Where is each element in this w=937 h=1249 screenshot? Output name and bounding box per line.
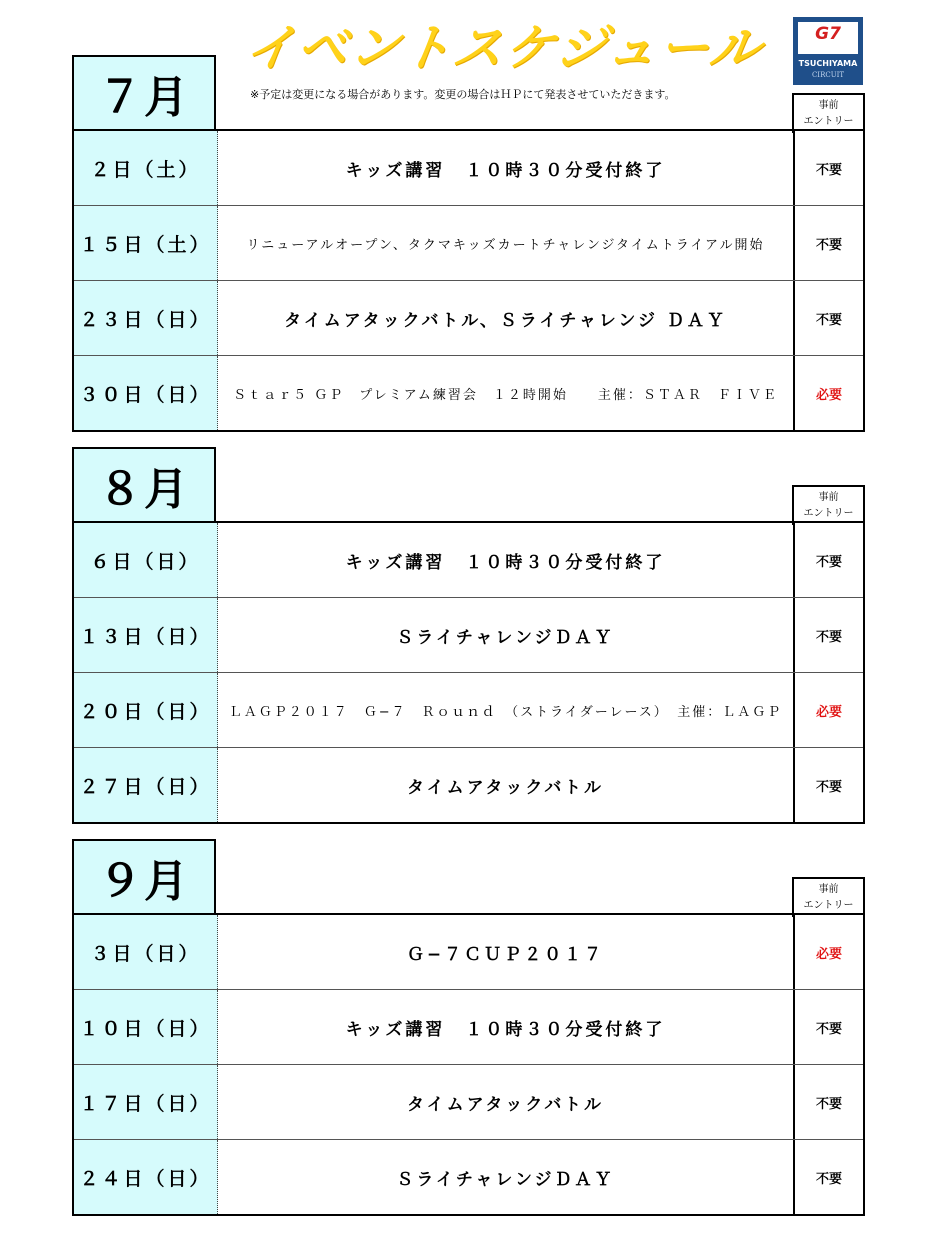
event-date: ２７日（日） (74, 748, 218, 822)
event-description: Ｓｔａｒ５ ＧＰ プレミアム練習会 １２時開始 主催：ＳＴＡＲ ＦＩＶＥ (218, 356, 795, 430)
entry-column-header (792, 485, 865, 525)
event-description: キッズ講習 １０時３０分受付終了 (218, 131, 795, 205)
entry-requirement: 不要 (815, 779, 842, 795)
table-row (74, 1064, 863, 1139)
event-date: １３日（日） (74, 598, 218, 672)
event-description: ＳライチャレンジＤＡＹ (218, 1140, 795, 1214)
event-description: ＳライチャレンジＤＡＹ (218, 598, 795, 672)
table-row (74, 915, 863, 989)
event-description: Ｇ−７ＣＵＰ２０１７ (218, 915, 795, 989)
event-description: キッズ講習 １０時３０分受付終了 (218, 523, 795, 597)
event-date: ２０日（日） (74, 673, 218, 747)
table-row (74, 597, 863, 672)
circuit-logo (793, 17, 863, 85)
entry-header-line1: 事前 (818, 100, 839, 111)
entry-header-line2: エントリー (803, 116, 854, 127)
event-date: ６日（日） (74, 523, 218, 597)
event-description: キッズ講習 １０時３０分受付終了 (218, 990, 795, 1064)
g7-logo-mark: G7 (815, 24, 841, 44)
entry-requirement: 不要 (815, 162, 842, 178)
schedule-table (72, 913, 865, 1216)
table-row (74, 523, 863, 597)
month-label: ８月 (72, 447, 216, 523)
schedule-notice: ※予定は変更になる場合があります。変更の場合はＨＰにて発表させていただきます。 (250, 88, 676, 101)
schedule-table (72, 521, 865, 824)
table-row (74, 355, 863, 430)
entry-column-header (792, 877, 865, 917)
page-title: イベントスケジュール (241, 19, 767, 77)
entry-requirement: 不要 (815, 1096, 842, 1112)
entry-header-line2: エントリー (803, 508, 854, 519)
entry-requirement: 不要 (815, 554, 842, 570)
event-date: １０日（日） (74, 990, 218, 1064)
event-date: ２日（土） (74, 131, 218, 205)
entry-header-line1: 事前 (818, 492, 839, 503)
entry-requirement: 不要 (815, 1171, 842, 1187)
entry-requirement: 必要 (815, 704, 842, 720)
table-row (74, 672, 863, 747)
entry-header-line1: 事前 (818, 884, 839, 895)
entry-requirement: 必要 (815, 946, 842, 962)
table-row (74, 131, 863, 205)
month-label: ９月 (72, 839, 216, 915)
logo-brand-text: TSUCHIYAMA (798, 59, 858, 68)
entry-requirement: 不要 (815, 629, 842, 645)
table-row (74, 205, 863, 280)
event-date: ２４日（日） (74, 1140, 218, 1214)
table-row (74, 280, 863, 355)
event-description: タイムアタックバトル (218, 748, 795, 822)
event-description: リニューアルオープン、タクマキッズカートチャレンジタイムトライアル開始 (218, 206, 795, 280)
month-label: ７月 (72, 55, 216, 131)
event-description: タイムアタックバトル (218, 1065, 795, 1139)
event-date: ３日（日） (74, 915, 218, 989)
event-date: ２３日（日） (74, 281, 218, 355)
logo-sub-text: CIRCUIT (811, 71, 845, 79)
entry-requirement: 不要 (815, 237, 842, 253)
table-row (74, 989, 863, 1064)
event-description: ＬＡＧＰ２０１７ Ｇ−７ Ｒｏｕｎｄ （ストライダーレース） 主催：ＬＡＧＰ (218, 673, 795, 747)
event-date: １７日（日） (74, 1065, 218, 1139)
event-date: ３０日（日） (74, 356, 218, 430)
entry-header-line2: エントリー (803, 900, 854, 911)
event-description: タイムアタックバトル、Ｓライチャレンジ ＤＡＹ (218, 281, 795, 355)
entry-requirement: 不要 (815, 312, 842, 328)
schedule-table (72, 129, 865, 432)
table-row (74, 747, 863, 822)
entry-column-header (792, 93, 865, 133)
table-row (74, 1139, 863, 1214)
entry-requirement: 不要 (815, 1021, 842, 1037)
event-date: １５日（土） (74, 206, 218, 280)
entry-requirement: 必要 (815, 387, 842, 403)
